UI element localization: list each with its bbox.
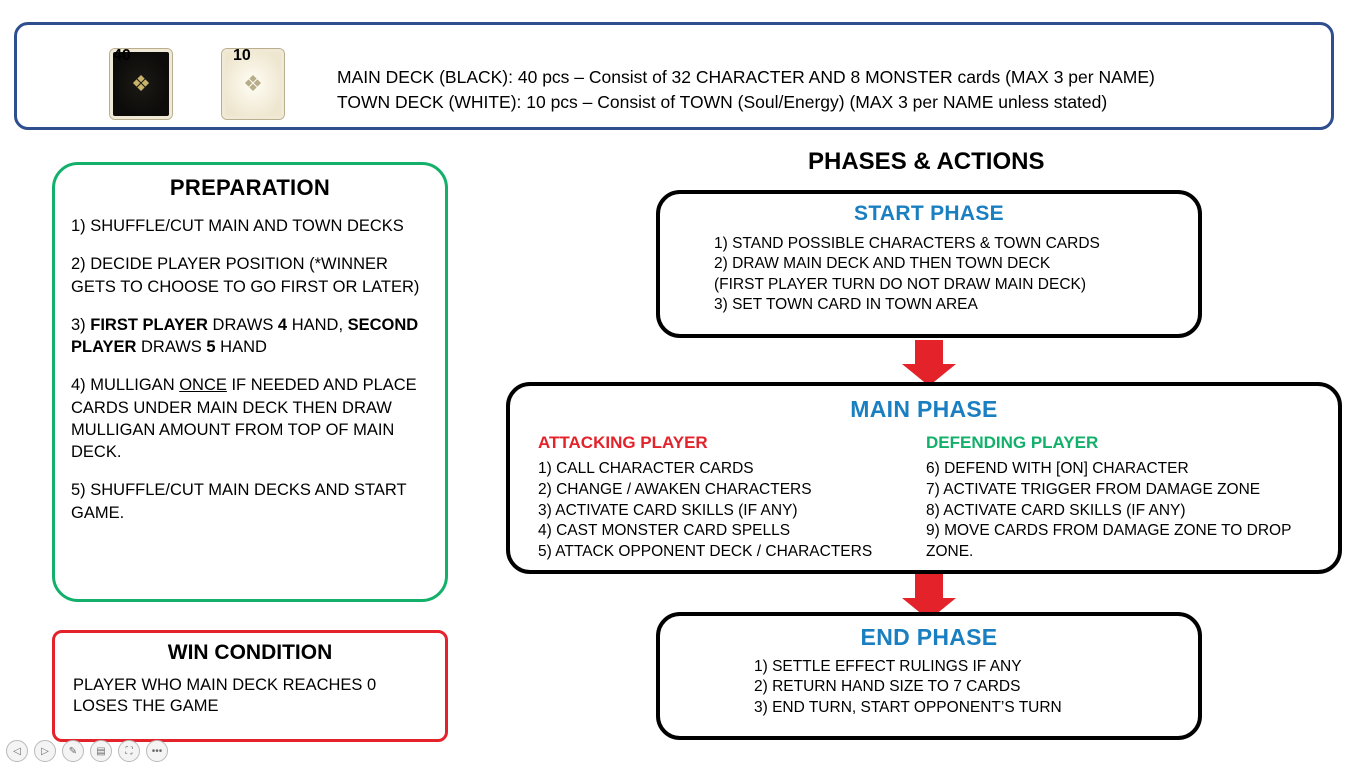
town-deck-card-back bbox=[222, 49, 284, 119]
start-phase-item: 2) DRAW MAIN DECK AND THEN TOWN DECK bbox=[714, 255, 1051, 273]
attacking-player-item: 4) CAST MONSTER CARD SPELLS bbox=[538, 522, 791, 540]
preparation-step-5: 5) SHUFFLE/CUT MAIN DECKS AND START GAME. bbox=[71, 481, 407, 522]
preparation-panel bbox=[52, 162, 448, 602]
deck-description bbox=[337, 65, 1155, 116]
preparation-step-3 bbox=[71, 314, 431, 359]
step3-part-c: DRAWS bbox=[207, 315, 278, 334]
attacking-player-item: 1) CALL CHARACTER CARDS bbox=[538, 460, 754, 477]
start-phase-item: 3) SET TOWN CARD IN TOWN AREA bbox=[714, 296, 978, 314]
town-deck-glyph-icon: ❖ bbox=[243, 71, 263, 96]
attacking-player-column bbox=[538, 433, 926, 563]
end-phase-item: 1) SETTLE EFFECT RULINGS IF ANY bbox=[754, 658, 1022, 675]
arrow-down-icon bbox=[902, 340, 956, 386]
defending-player-item: 8) ACTIVATE CARD SKILLS (IF ANY) bbox=[926, 501, 1186, 519]
town-deck-description-line: TOWN DECK (WHITE): 10 pcs – Consist of TOWN (Soul/Energy) (MAX 3 per NAME unless stated) bbox=[337, 92, 1108, 113]
zoom-button[interactable]: ⛶ bbox=[118, 740, 140, 762]
defending-player-item: 9) MOVE CARDS FROM DAMAGE ZONE TO DROP ZONE. bbox=[926, 522, 1292, 561]
defending-player-title: DEFENDING PLAYER bbox=[926, 433, 1099, 452]
step3-part-i: HAND bbox=[215, 338, 267, 357]
defending-player-item: 7) ACTIVATE TRIGGER FROM DAMAGE ZONE bbox=[926, 480, 1261, 498]
end-phase-panel bbox=[656, 612, 1202, 740]
town-deck-thumbnail bbox=[209, 49, 297, 119]
next-slide-button[interactable]: ▷ bbox=[34, 740, 56, 762]
attacking-player-title: ATTACKING PLAYER bbox=[538, 433, 708, 452]
attacking-player-item: 2) CHANGE / AWAKEN CHARACTERS bbox=[538, 480, 812, 498]
preparation-step-1: 1) SHUFFLE/CUT MAIN AND TOWN DECKS bbox=[71, 217, 404, 235]
end-phase-list bbox=[660, 657, 1198, 718]
main-phase-columns bbox=[510, 433, 1338, 563]
main-deck-thumbnail bbox=[97, 49, 185, 119]
main-deck-description-line: MAIN DECK (BLACK): 40 pcs – Consist of 32 CHARACTER AND 8 MONSTER cards (MAX 3 per NAME) bbox=[337, 67, 1155, 87]
step3-second-player: SECOND PLAYER bbox=[71, 315, 419, 357]
step3-first-player: FIRST PLAYER bbox=[90, 315, 208, 334]
preparation-title: PREPARATION bbox=[169, 175, 331, 200]
step4-part-a: 4) MULLIGAN bbox=[71, 376, 180, 395]
main-deck-glyph-icon: ❖ bbox=[131, 71, 151, 96]
preparation-steps-list bbox=[55, 215, 445, 524]
preparation-step-2: 2) DECIDE PLAYER POSITION (*WINNER GETS TO CHOOSE TO GO FIRST OR LATER) bbox=[71, 255, 420, 296]
defending-player-list bbox=[926, 459, 1314, 563]
attacking-player-item: 3) ACTIVATE CARD SKILLS (IF ANY) bbox=[538, 501, 798, 519]
attacking-player-item: 5) ATTACK OPPONENT DECK / CHARACTERS bbox=[538, 543, 873, 561]
start-phase-panel bbox=[656, 190, 1202, 338]
step3-part-g: DRAWS bbox=[136, 338, 207, 357]
presentation-toolbar bbox=[6, 738, 168, 764]
pen-button[interactable]: ✎ bbox=[62, 740, 84, 762]
deck-summary-panel bbox=[14, 22, 1334, 130]
start-phase-item: (FIRST PLAYER TURN DO NOT DRAW MAIN DECK) bbox=[714, 275, 1087, 293]
attacking-player-list bbox=[538, 459, 926, 563]
step3-second-hand-count: 5 bbox=[206, 338, 216, 357]
step4-part-c: IF NEEDED AND PLACE CARDS UNDER MAIN DECK THEN DRAW MULLIGAN AMOUNT FROM TOP OF MAIN DECK. bbox=[71, 376, 417, 462]
main-phase-panel bbox=[506, 382, 1342, 574]
win-condition-text: PLAYER WHO MAIN DECK REACHES 0 LOSES THE GAME bbox=[73, 676, 377, 716]
end-phase-item: 2) RETURN HAND SIZE TO 7 CARDS bbox=[754, 678, 1021, 696]
more-options-button[interactable]: ••• bbox=[146, 740, 168, 762]
step3-part-a: 3) bbox=[71, 315, 91, 334]
previous-slide-button[interactable]: ◁ bbox=[6, 740, 28, 762]
main-phase-title: MAIN PHASE bbox=[850, 396, 998, 422]
slide-view-button[interactable]: ▤ bbox=[90, 740, 112, 762]
step3-part-e: HAND, bbox=[287, 315, 348, 334]
win-condition-title: WIN CONDITION bbox=[167, 641, 333, 664]
start-phase-title: START PHASE bbox=[854, 202, 1004, 225]
phases-heading: PHASES & ACTIONS bbox=[808, 148, 1045, 175]
town-deck-count: 10 bbox=[233, 47, 251, 64]
end-phase-title: END PHASE bbox=[860, 624, 998, 650]
step3-first-hand-count: 4 bbox=[277, 315, 288, 334]
preparation-step-4 bbox=[71, 374, 431, 463]
arrow-shaft bbox=[915, 574, 943, 600]
defending-player-column bbox=[926, 433, 1314, 563]
main-deck-count: 40 bbox=[113, 47, 131, 64]
step4-once: ONCE bbox=[179, 376, 227, 395]
start-phase-item: 1) STAND POSSIBLE CHARACTERS & TOWN CARDS bbox=[714, 235, 1100, 252]
start-phase-list bbox=[660, 234, 1198, 316]
arrow-shaft bbox=[915, 340, 943, 366]
win-condition-panel bbox=[52, 630, 448, 742]
defending-player-item: 6) DEFEND WITH [ON] CHARACTER bbox=[926, 460, 1189, 477]
end-phase-item: 3) END TURN, START OPPONENT’S TURN bbox=[754, 698, 1062, 716]
